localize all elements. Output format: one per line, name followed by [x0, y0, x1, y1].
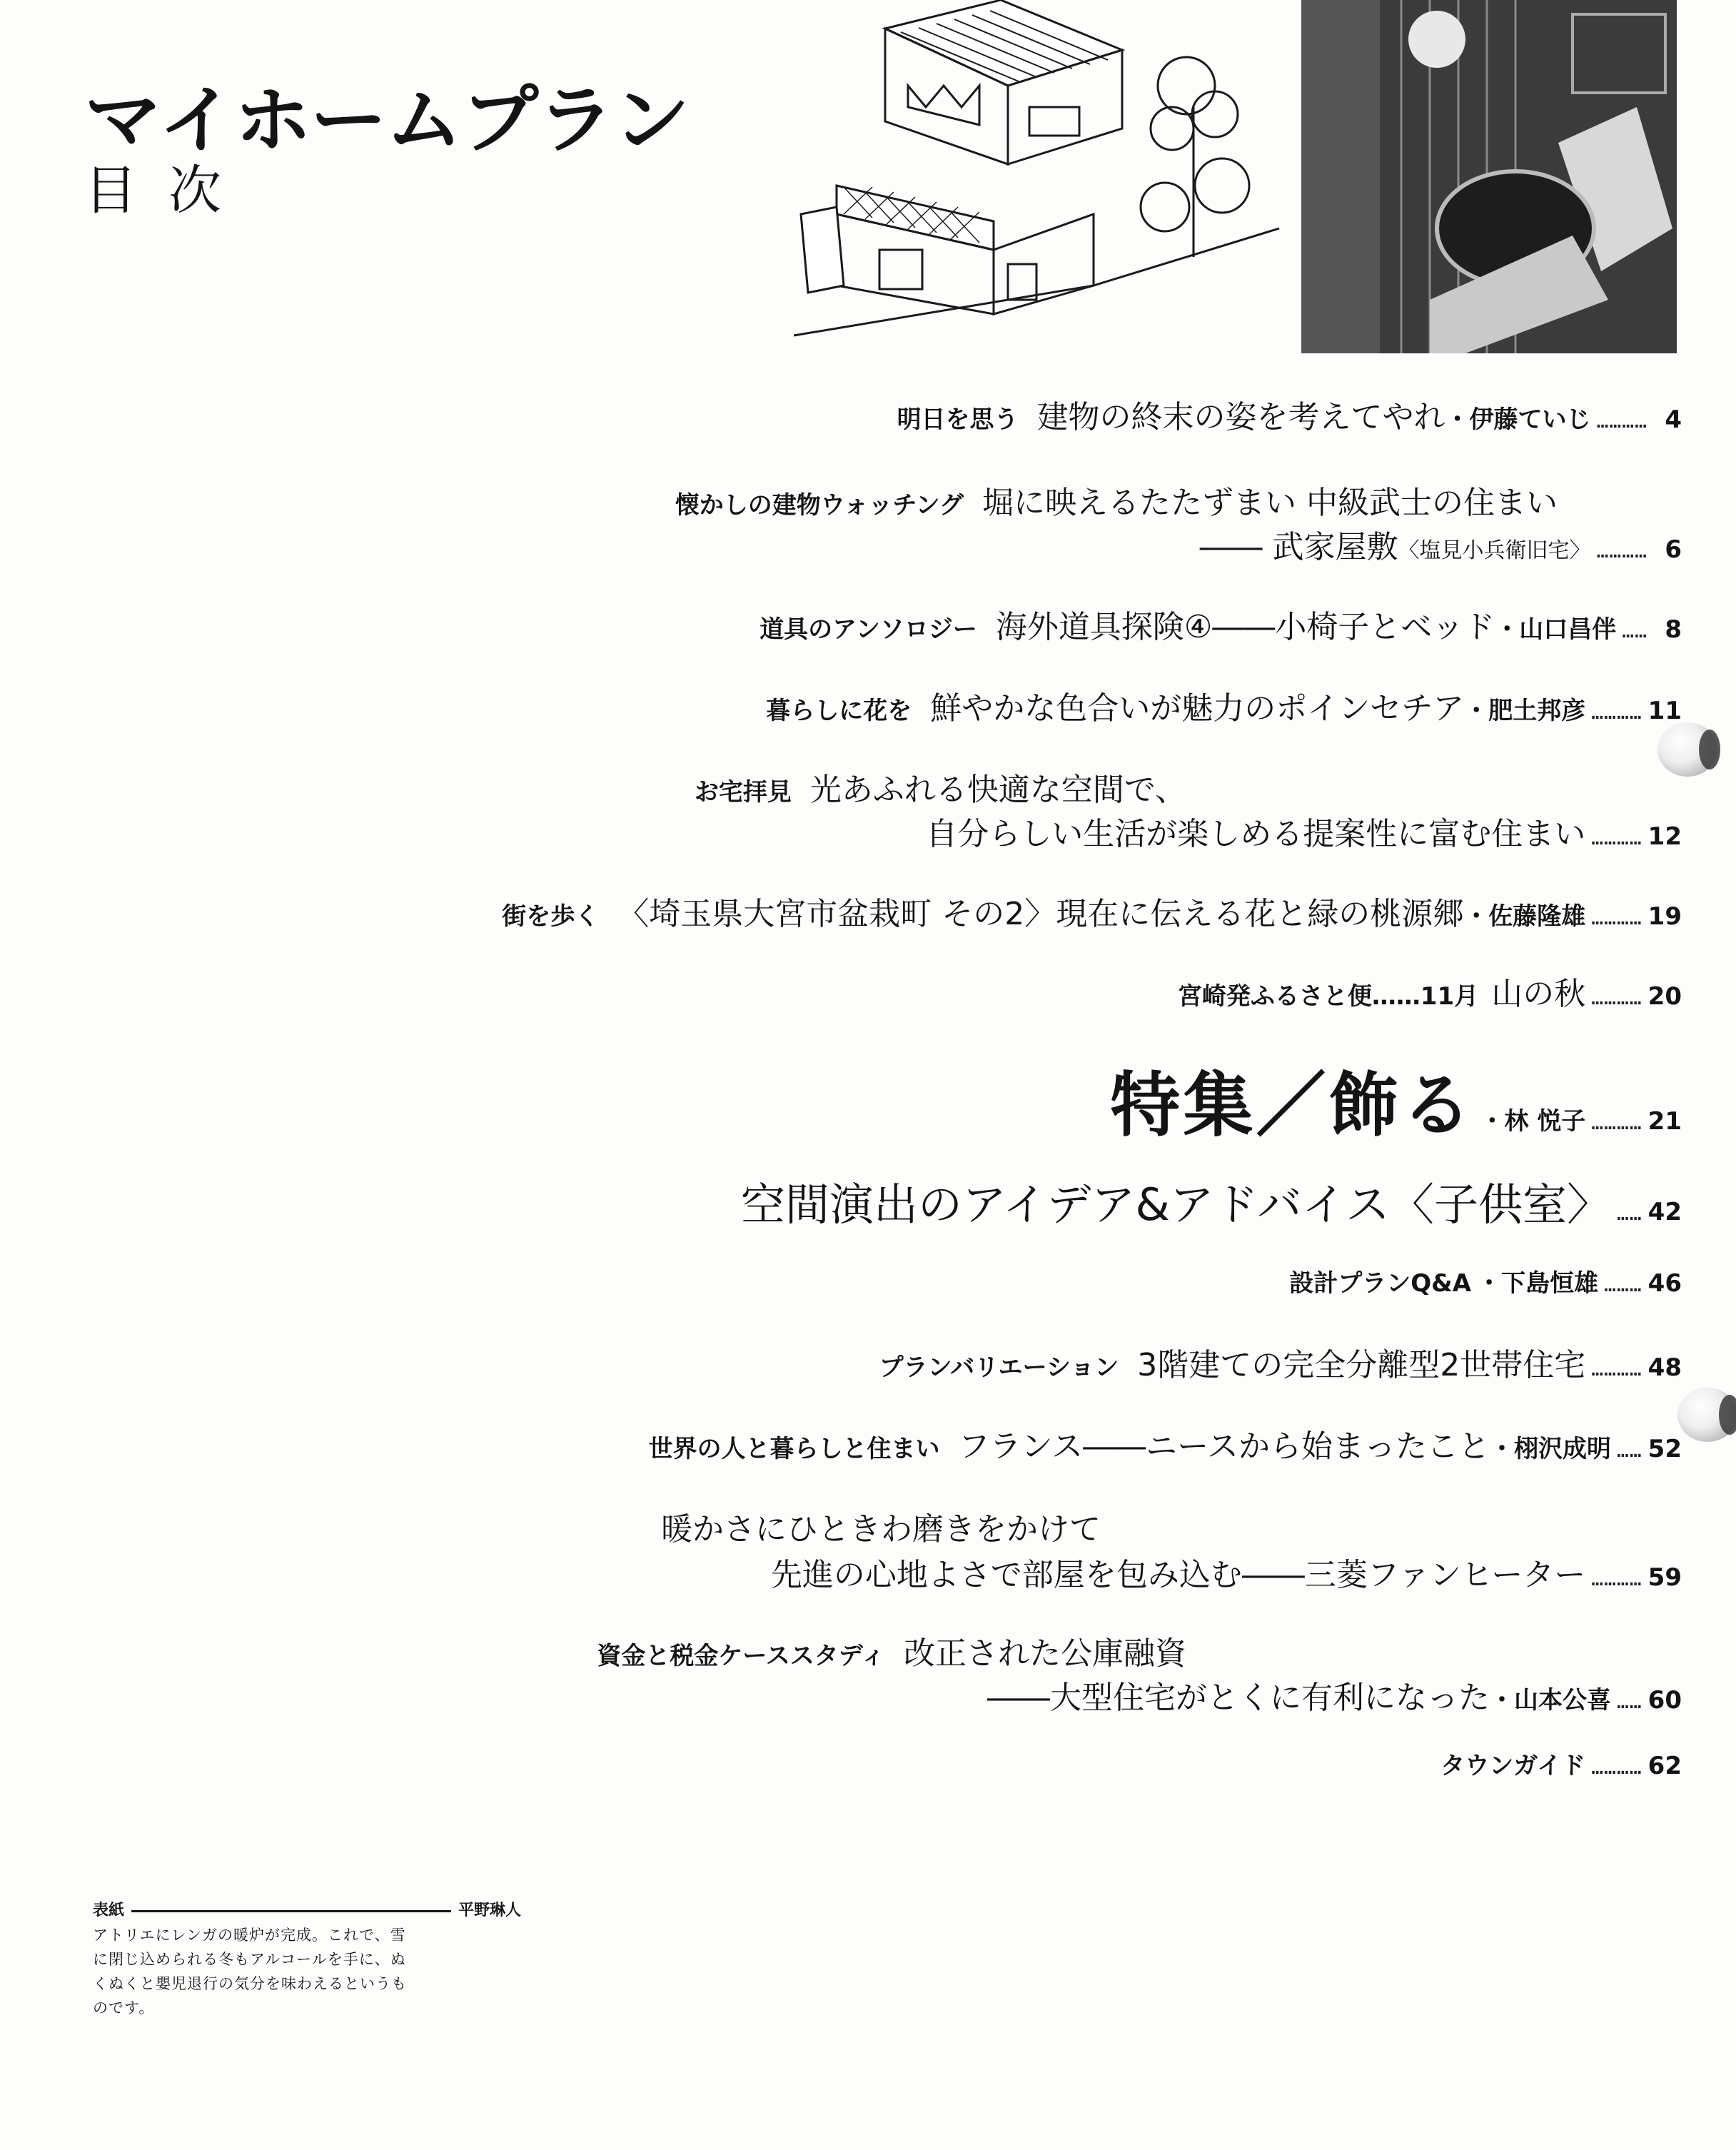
toc-feature-entry[interactable] [1110, 1049, 1682, 1150]
toc-section: 明日を思う [897, 405, 1019, 434]
toc-title: フランス――ニースから始まったこと [958, 1428, 1490, 1465]
toc-section: 宮崎発ふるさと便 [1177, 982, 1372, 1011]
toc-entry-continued[interactable] [771, 1549, 1682, 1595]
toc-page: 21 [1647, 1107, 1682, 1136]
leader-dots: …… [1622, 619, 1647, 642]
toc-section: プランバリエーション [879, 1353, 1119, 1382]
toc-section: 設計プランQ&A [1289, 1269, 1472, 1298]
toc-title: 鮮やかな色合いが魅力のポインセチア [930, 690, 1465, 727]
toc-entry[interactable] [502, 888, 1682, 934]
toc-page: 12 [1647, 822, 1682, 851]
toc-entry-continued[interactable] [987, 1672, 1682, 1717]
toc-entry[interactable] [675, 477, 1558, 523]
leader-dots: …… [1616, 1438, 1642, 1462]
toc-author: ・下島恒雄 [1477, 1269, 1599, 1298]
toc-title: 自分らしい生活が楽しめる提案性に富む住まい [926, 816, 1586, 852]
leader-dots: ………… [1596, 409, 1647, 433]
toc-entry[interactable] [661, 1503, 1101, 1549]
toc-title: 光あふれる快適な空間で、 [809, 772, 1186, 808]
toc-title: 建物の終末の姿を考えてやれ [1036, 399, 1445, 435]
toc-page: 42 [1647, 1198, 1682, 1226]
toc-author: ・山口昌伴 [1495, 615, 1617, 644]
toc-author: ・林 悦子 [1480, 1107, 1586, 1136]
leader-dots: ………… [1591, 1755, 1642, 1779]
toc-page: 62 [1647, 1752, 1682, 1780]
toc-section: 道具のアンソロジー [760, 615, 977, 644]
toc-entry[interactable] [1289, 1263, 1682, 1298]
toc-entry-continued[interactable] [926, 808, 1682, 854]
leader-dots: ………… [1591, 986, 1642, 1009]
toc-title: 3階建ての完全分離型2世帯住宅 [1137, 1347, 1586, 1383]
toc-title: 空間演出のアイデア&アドバイス〈子供室〉 [741, 1179, 1611, 1231]
toc-page: 60 [1647, 1686, 1682, 1715]
toc-title: ―― 武家屋敷 [1199, 529, 1398, 565]
toc-title: 山の秋 [1491, 976, 1586, 1012]
toc-entry[interactable] [1178, 968, 1682, 1014]
binder-hole [1677, 1388, 1736, 1442]
toc-entry[interactable] [1440, 1746, 1682, 1781]
cover-caption: アトリエにレンガの暖炉が完成。これで、雪 に閉じ込められる冬もアルコールを手に、ぬ くぬくと嬰児退行の気分を味わえるというも のです。 [93, 1927, 407, 2017]
toc-title: 改正された公庫融資 [904, 1635, 1186, 1672]
toc-page: 11 [1647, 697, 1682, 725]
toc-page: 8 [1665, 615, 1682, 644]
toc-entry[interactable] [597, 1627, 1186, 1673]
toc-page: 52 [1647, 1435, 1682, 1463]
cover-rule [131, 1910, 451, 1912]
leader-dots: ………… [1596, 539, 1647, 562]
toc-page: 4 [1665, 405, 1682, 434]
toc-heading: 目次 [84, 160, 253, 221]
toc-page: 6 [1665, 535, 1682, 564]
leader-dots: …… [1616, 1690, 1642, 1713]
cover-credit [93, 1899, 521, 2020]
toc-section: 世界の人と暮らしと住まい [648, 1435, 940, 1463]
toc-author: ・肥土邦彦 [1464, 697, 1586, 725]
toc-section: タウンガイド [1440, 1752, 1586, 1780]
toc-title: 〈埼玉県大宮市盆栽町 その2〉現在に伝える花と緑の桃源郷 [617, 896, 1465, 932]
toc-section: 暮らしに花を [766, 697, 912, 725]
toc-entry[interactable] [897, 391, 1682, 437]
toc-title: 先進の心地よさで部屋を包み込む――三菱ファンヒーター [770, 1557, 1586, 1593]
toc-page: 59 [1647, 1563, 1682, 1592]
toc-entry[interactable] [741, 1169, 1682, 1233]
toc-author: ・伊藤ていじ [1445, 405, 1591, 434]
cover-credit-header [93, 1899, 521, 1923]
toc-month: ……11月 [1371, 982, 1479, 1011]
magazine-title: マイホームプラン [84, 76, 689, 163]
toc-section: 資金と税金ケーススタディ [597, 1642, 885, 1670]
toc-entry[interactable] [879, 1339, 1682, 1385]
leader-dots: ……… [1604, 1273, 1642, 1296]
toc-title: 堀に映えるたたずまい 中級武士の住まい [982, 485, 1558, 521]
leader-dots: ………… [1591, 826, 1642, 849]
cover-artist: 平野琳人 [458, 1902, 521, 1919]
toc-entry[interactable] [766, 682, 1682, 728]
toc-page: 20 [1647, 982, 1682, 1011]
leader-dots: ………… [1591, 1357, 1642, 1381]
toc-section: お宅拝見 [694, 778, 792, 807]
leader-dots: ………… [1591, 906, 1642, 929]
toc-entry-continued[interactable] [1200, 521, 1682, 567]
toc-entry[interactable] [648, 1420, 1682, 1466]
toc-page: 48 [1647, 1353, 1682, 1382]
toc-title: 暖かさにひときわ磨きをかけて [661, 1511, 1101, 1548]
leader-dots: ………… [1591, 1111, 1642, 1134]
toc-page: 19 [1647, 902, 1682, 931]
toc-title: ――大型住宅がとくに有利になった [986, 1680, 1490, 1716]
toc-entry[interactable] [695, 764, 1186, 809]
toc-author: ・山本公喜 [1489, 1686, 1611, 1715]
toc-entry[interactable] [760, 601, 1682, 647]
toc-page: 46 [1647, 1269, 1682, 1298]
toc-title: 海外道具探険④――小椅子とベッド [995, 609, 1495, 645]
feature-title: 特集／飾る [1110, 1064, 1475, 1146]
toc-note: 〈塩見小兵衛旧宅〉 [1398, 538, 1591, 563]
binder-hole [1657, 722, 1717, 777]
toc-author: ・佐藤隆雄 [1464, 902, 1586, 931]
toc-section: 懐かしの建物ウォッチング [675, 491, 964, 520]
cover-label: 表紙 [93, 1902, 125, 1919]
toc-author: ・栩沢成明 [1489, 1435, 1611, 1463]
toc-section: 街を歩く [502, 902, 600, 931]
leader-dots: ………… [1591, 700, 1642, 724]
leader-dots: …… [1616, 1201, 1642, 1225]
leader-dots: ………… [1591, 1567, 1642, 1590]
